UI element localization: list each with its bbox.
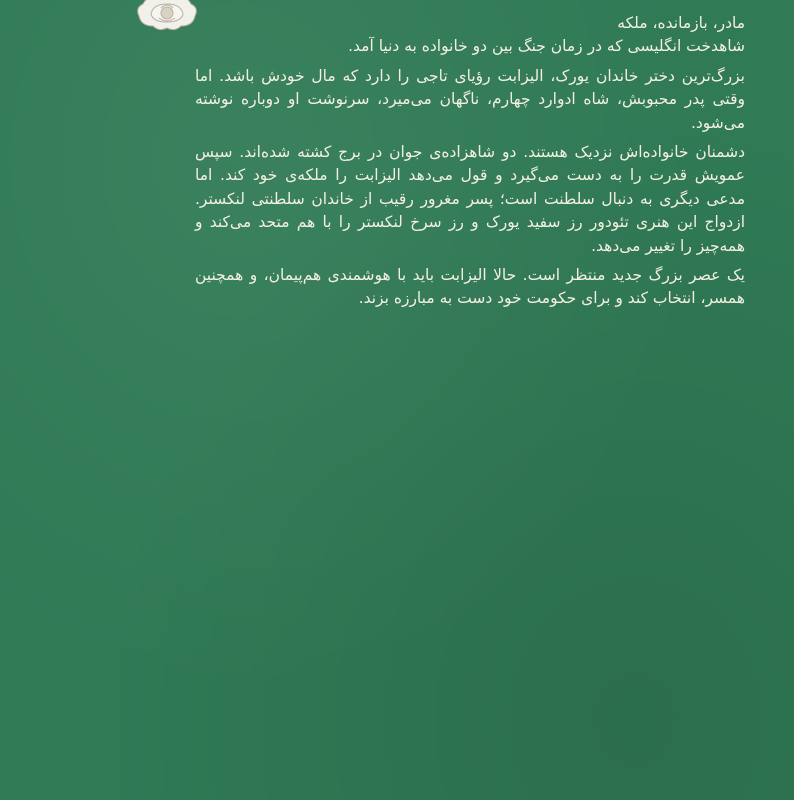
rose-emblem-icon <box>133 0 201 32</box>
paragraph-1: بزرگ‌ترین دختر خاندان یورک، الیزابت رؤیای تاجی را دارد که مال خودش باشد. اما وقتی پدر محبوبش، شاه ادوارد چهارم، ناگهان می‌میرد، سرنوشت او دوباره نوشته می‌شود. <box>195 66 745 132</box>
tagline: مادر، بازمانده، ملکه <box>617 14 745 32</box>
paragraph-2: دشمنان خانواده‌اش نزدیک هستند. دو شاهزاده‌ی جوان در برج کشته شده‌اند. سپس عمویش قدرت را به دست می‌گیرد و قول می‌دهد الیزابت را ملکه‌ی خود کند. اما مدعی دیگری به دنبال سلطنت است؛ پسر مغرور رقیب از خاندان سلطنتی لنکستر. ازدواج این هنری تئودور رز سفید یورک و رز سرخ لنکستر را با هم متحد می‌کند و همه‌چیز را تغییر می‌دهد. <box>195 143 745 255</box>
paragraph-3: یک عصر بزرگ جدید منتظر است. حالا الیزابت باید با هوشمندی هم‌پیمان، و همچنین همسر، انتخاب کند و برای حکومت خود دست به مبارزه بزند. <box>195 266 745 308</box>
back-cover-blurb <box>195 12 745 311</box>
subtitle-line: شاهدخت انگلیسی که در زمان جنگ بین دو خانواده به دنیا آمد. <box>348 37 745 56</box>
